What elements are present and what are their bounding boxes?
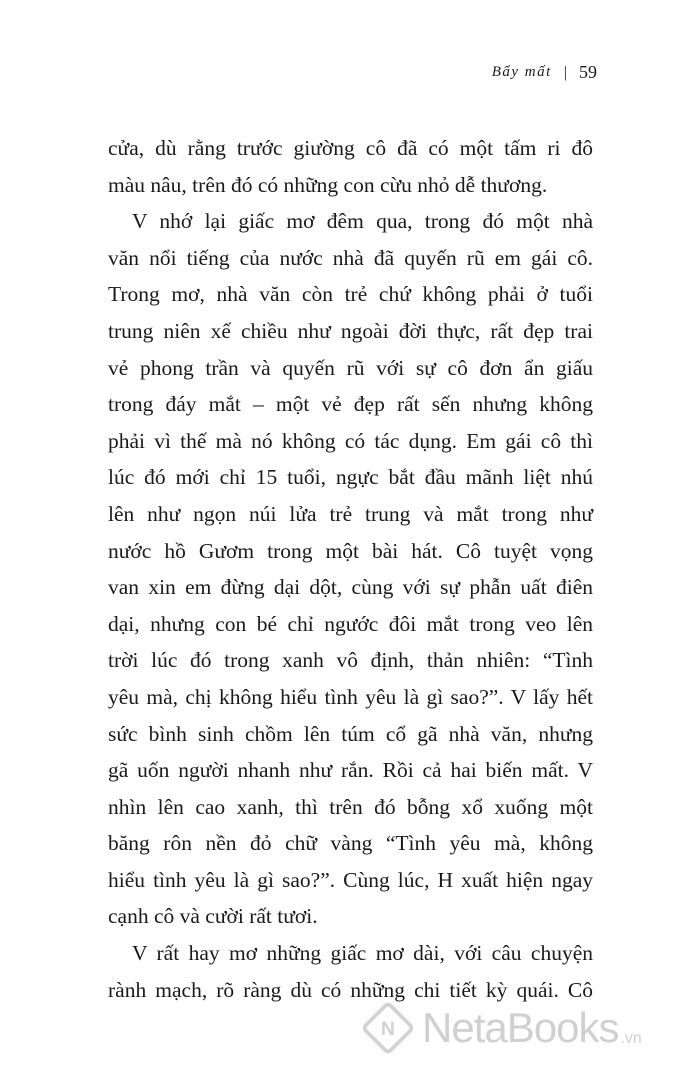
text-line: nhìn lên cao xanh, thì trên đó bỗng xổ xuống một (108, 794, 593, 819)
text-line: trong đáy mắt – một vẻ đẹp rất sến nhưng không (108, 392, 593, 417)
paragraph (108, 935, 593, 1008)
text-line: dại, nhưng con bé chỉ ngước đôi mắt trong veo lên (108, 611, 593, 636)
page-number: 59 (579, 62, 597, 82)
text-line: V nhớ lại giấc mơ đêm qua, trong đó một nhà (132, 209, 593, 234)
text-line: gã uốn người nhanh như rắn. Rồi cả hai biến mất. V (108, 758, 593, 783)
paragraph (108, 130, 593, 203)
paragraph (108, 203, 593, 935)
text-line: lên như ngọn núi lửa trẻ trung và mắt trong như (108, 501, 593, 526)
text-line: rành mạch, rõ ràng dù có những chi tiết kỳ quái. Cô (108, 977, 593, 1002)
text-line: văn nổi tiếng của nước nhà đã quyến rũ em gái cô. (108, 245, 593, 270)
text-line: trời lúc đó trong xanh vô định, thản nhiên: “Tình (108, 648, 593, 673)
text-line: cạnh cô và cười rất tươi. (108, 904, 318, 929)
header-separator: | (563, 63, 567, 81)
watermark-text: NetaBooks (422, 1004, 619, 1051)
text-line: van xin em đừng dại dột, cùng với sự phẫn uất điên (108, 575, 593, 600)
text-line: Trong mơ, nhà văn còn trẻ chứ không phải ở tuổi (108, 282, 593, 307)
text-line: vẻ phong trần và quyến rũ với sự cô đơn ẩn giấu (108, 355, 593, 380)
text-line: màu nâu, trên đó có những con cừu nhỏ dễ thương. (108, 172, 548, 197)
text-line: nước hồ Gươm trong một bài hát. Cô tuyệt vọng (108, 538, 593, 563)
running-title: Bẩy mất (491, 64, 552, 80)
text-line: lúc đó mới chỉ 15 tuổi, ngực bắt đầu mãnh liệt nhú (108, 465, 593, 490)
text-line: yêu mà, chị không hiểu tình yêu là gì sao?”. V lấy hết (108, 684, 593, 709)
text-line: V rất hay mơ những giấc mơ dài, với câu chuyện (132, 941, 593, 966)
body-text (108, 130, 593, 1008)
text-line: cửa, dù rằng trước giường cô đã có một tấm ri đô (108, 136, 593, 160)
page-header (492, 62, 597, 83)
text-line: hiểu tình yêu là gì sao?”. Cùng lúc, H xuất hiện ngay (108, 867, 593, 892)
watermark-logo-icon: N (360, 1000, 415, 1055)
text-line: sức bình sinh chồm lên túm cổ gã nhà văn, nhưng (108, 721, 593, 746)
watermark (362, 1002, 642, 1054)
text-line: trung niên xế chiều như ngoài đời thực, rất đẹp trai (108, 318, 593, 343)
text-line: phải vì thế mà nó không có tác dụng. Em gái cô thì (108, 428, 593, 453)
watermark-suffix: .vn (620, 1030, 642, 1047)
text-line: băng rôn nền đỏ chữ vàng “Tình yêu mà, không (108, 831, 593, 856)
